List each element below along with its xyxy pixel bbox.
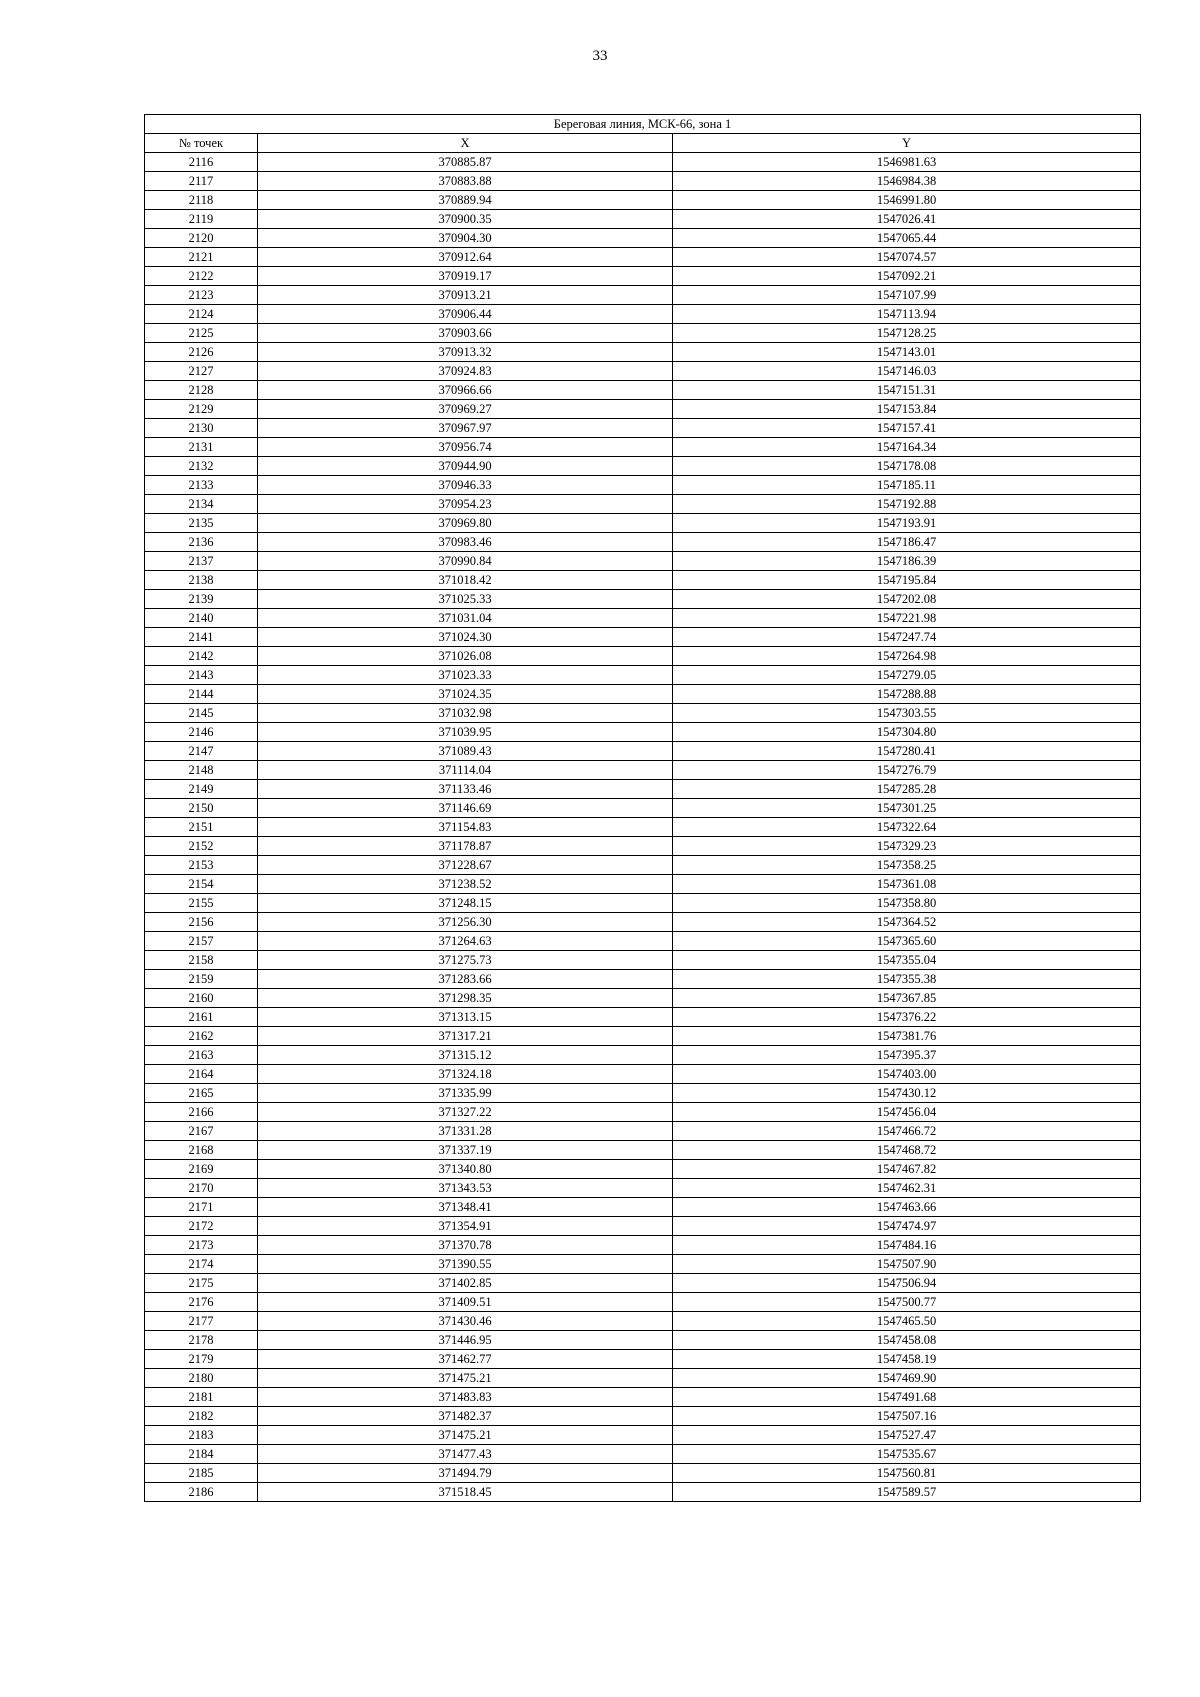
table-row [145,1198,1141,1217]
point-number-cell: 2165 [145,1084,258,1103]
y-coordinate-cell: 1547466.72 [673,1122,1141,1141]
point-number-cell: 2173 [145,1236,258,1255]
point-number-cell: 2129 [145,400,258,419]
x-coordinate-cell: 371283.66 [258,970,673,989]
table-row [145,1388,1141,1407]
table-row [145,761,1141,780]
point-number-cell: 2149 [145,780,258,799]
table-row [145,514,1141,533]
table-row [145,1464,1141,1483]
table-row [145,1255,1141,1274]
table-row [145,419,1141,438]
table-row [145,1027,1141,1046]
point-number-cell: 2170 [145,1179,258,1198]
point-number-cell: 2133 [145,476,258,495]
y-coordinate-cell: 1547474.97 [673,1217,1141,1236]
point-number-cell: 2148 [145,761,258,780]
point-number-cell: 2136 [145,533,258,552]
table-row [145,343,1141,362]
y-coordinate-cell: 1547329.23 [673,837,1141,856]
y-coordinate-cell: 1547491.68 [673,1388,1141,1407]
point-number-cell: 2166 [145,1103,258,1122]
table-row [145,1141,1141,1160]
x-coordinate-cell: 371146.69 [258,799,673,818]
table-row [145,1160,1141,1179]
point-number-cell: 2168 [145,1141,258,1160]
point-number-cell: 2126 [145,343,258,362]
y-coordinate-cell: 1547322.64 [673,818,1141,837]
point-number-cell: 2152 [145,837,258,856]
point-number-cell: 2122 [145,267,258,286]
table-row [145,1407,1141,1426]
table-row [145,1350,1141,1369]
x-coordinate-cell: 371518.45 [258,1483,673,1502]
y-coordinate-cell: 1547157.41 [673,419,1141,438]
point-number-cell: 2155 [145,894,258,913]
x-coordinate-cell: 371462.77 [258,1350,673,1369]
table-row [145,894,1141,913]
table-row [145,856,1141,875]
y-coordinate-cell: 1547535.67 [673,1445,1141,1464]
y-coordinate-cell: 1547128.25 [673,324,1141,343]
x-coordinate-cell: 370924.83 [258,362,673,381]
x-coordinate-cell: 370913.21 [258,286,673,305]
x-coordinate-cell: 371317.21 [258,1027,673,1046]
y-coordinate-cell: 1547143.01 [673,343,1141,362]
x-coordinate-cell: 370990.84 [258,552,673,571]
point-number-cell: 2183 [145,1426,258,1445]
x-coordinate-cell: 370966.66 [258,381,673,400]
table-row [145,1122,1141,1141]
point-number-cell: 2177 [145,1312,258,1331]
table-row [145,1217,1141,1236]
x-coordinate-cell: 371430.46 [258,1312,673,1331]
x-coordinate-cell: 371238.52 [258,875,673,894]
point-number-cell: 2125 [145,324,258,343]
table-row [145,495,1141,514]
x-coordinate-cell: 371032.98 [258,704,673,723]
y-coordinate-cell: 1547276.79 [673,761,1141,780]
point-number-cell: 2144 [145,685,258,704]
x-coordinate-cell: 371018.42 [258,571,673,590]
y-coordinate-cell: 1547301.25 [673,799,1141,818]
y-coordinate-cell: 1547365.60 [673,932,1141,951]
y-coordinate-cell: 1547361.08 [673,875,1141,894]
table-row [145,913,1141,932]
point-number-cell: 2135 [145,514,258,533]
x-coordinate-cell: 371446.95 [258,1331,673,1350]
y-coordinate-cell: 1547458.19 [673,1350,1141,1369]
point-number-cell: 2138 [145,571,258,590]
y-coordinate-cell: 1547462.31 [673,1179,1141,1198]
y-coordinate-cell: 1547364.52 [673,913,1141,932]
table-row [145,970,1141,989]
x-coordinate-cell: 371327.22 [258,1103,673,1122]
point-number-cell: 2156 [145,913,258,932]
point-number-cell: 2160 [145,989,258,1008]
table-title-row [145,115,1141,134]
y-coordinate-cell: 1547186.39 [673,552,1141,571]
y-coordinate-cell: 1547589.57 [673,1483,1141,1502]
y-coordinate-cell: 1547202.08 [673,590,1141,609]
x-coordinate-cell: 371154.83 [258,818,673,837]
y-coordinate-cell: 1547146.03 [673,362,1141,381]
point-number-cell: 2121 [145,248,258,267]
table-title: Береговая линия, МСК-66, зона 1 [145,115,1141,134]
y-coordinate-cell: 1547484.16 [673,1236,1141,1255]
y-coordinate-cell: 1547507.16 [673,1407,1141,1426]
table-row [145,1445,1141,1464]
table-row [145,704,1141,723]
table-row [145,476,1141,495]
table-row [145,590,1141,609]
x-coordinate-cell: 371039.95 [258,723,673,742]
table-row [145,229,1141,248]
y-coordinate-cell: 1547074.57 [673,248,1141,267]
x-coordinate-cell: 370903.66 [258,324,673,343]
x-coordinate-cell: 370967.97 [258,419,673,438]
point-number-cell: 2140 [145,609,258,628]
y-coordinate-cell: 1547430.12 [673,1084,1141,1103]
point-number-cell: 2145 [145,704,258,723]
table-row [145,248,1141,267]
y-coordinate-cell: 1546991.80 [673,191,1141,210]
y-coordinate-cell: 1547395.37 [673,1046,1141,1065]
x-coordinate-cell: 370885.87 [258,153,673,172]
x-coordinate-cell: 371133.46 [258,780,673,799]
column-header-x: X [258,134,673,153]
table-row [145,799,1141,818]
table-row [145,1008,1141,1027]
y-coordinate-cell: 1547285.28 [673,780,1141,799]
x-coordinate-cell: 371402.85 [258,1274,673,1293]
point-number-cell: 2123 [145,286,258,305]
column-header-point-number: № точек [145,134,258,153]
x-coordinate-cell: 370983.46 [258,533,673,552]
y-coordinate-cell: 1547264.98 [673,647,1141,666]
y-coordinate-cell: 1547463.66 [673,1198,1141,1217]
table-row [145,457,1141,476]
table-row [145,837,1141,856]
y-coordinate-cell: 1547092.21 [673,267,1141,286]
table-row [145,362,1141,381]
x-coordinate-cell: 371023.33 [258,666,673,685]
table-row [145,1274,1141,1293]
y-coordinate-cell: 1547185.11 [673,476,1141,495]
point-number-cell: 2181 [145,1388,258,1407]
table-row [145,685,1141,704]
y-coordinate-cell: 1547381.76 [673,1027,1141,1046]
y-coordinate-cell: 1546984.38 [673,172,1141,191]
x-coordinate-cell: 371477.43 [258,1445,673,1464]
x-coordinate-cell: 370912.64 [258,248,673,267]
x-coordinate-cell: 371331.28 [258,1122,673,1141]
table-row [145,780,1141,799]
x-coordinate-cell: 371354.91 [258,1217,673,1236]
y-coordinate-cell: 1547195.84 [673,571,1141,590]
x-coordinate-cell: 371337.19 [258,1141,673,1160]
x-coordinate-cell: 371313.15 [258,1008,673,1027]
point-number-cell: 2154 [145,875,258,894]
y-coordinate-cell: 1547355.04 [673,951,1141,970]
table-row [145,932,1141,951]
table-row [145,381,1141,400]
point-number-cell: 2167 [145,1122,258,1141]
x-coordinate-cell: 371370.78 [258,1236,673,1255]
x-coordinate-cell: 371026.08 [258,647,673,666]
point-number-cell: 2151 [145,818,258,837]
y-coordinate-cell: 1547560.81 [673,1464,1141,1483]
x-coordinate-cell: 371482.37 [258,1407,673,1426]
point-number-cell: 2157 [145,932,258,951]
y-coordinate-cell: 1547280.41 [673,742,1141,761]
y-coordinate-cell: 1547358.25 [673,856,1141,875]
table-row [145,1369,1141,1388]
y-coordinate-cell: 1547367.85 [673,989,1141,1008]
y-coordinate-cell: 1547221.98 [673,609,1141,628]
y-coordinate-cell: 1547469.90 [673,1369,1141,1388]
y-coordinate-cell: 1546981.63 [673,153,1141,172]
y-coordinate-cell: 1547355.38 [673,970,1141,989]
table-row [145,742,1141,761]
table-row [145,172,1141,191]
point-number-cell: 2139 [145,590,258,609]
table-row [145,533,1141,552]
table-row [145,723,1141,742]
y-coordinate-cell: 1547178.08 [673,457,1141,476]
x-coordinate-cell: 371298.35 [258,989,673,1008]
point-number-cell: 2132 [145,457,258,476]
point-number-cell: 2137 [145,552,258,571]
x-coordinate-cell: 371024.30 [258,628,673,647]
point-number-cell: 2142 [145,647,258,666]
x-coordinate-cell: 370900.35 [258,210,673,229]
x-coordinate-cell: 371178.87 [258,837,673,856]
x-coordinate-cell: 371390.55 [258,1255,673,1274]
table-row [145,552,1141,571]
x-coordinate-cell: 371494.79 [258,1464,673,1483]
table-row [145,666,1141,685]
x-coordinate-cell: 370883.88 [258,172,673,191]
table-row [145,286,1141,305]
y-coordinate-cell: 1547026.41 [673,210,1141,229]
table-row [145,1426,1141,1445]
y-coordinate-cell: 1547192.88 [673,495,1141,514]
point-number-cell: 2179 [145,1350,258,1369]
x-coordinate-cell: 371256.30 [258,913,673,932]
table-row [145,989,1141,1008]
y-coordinate-cell: 1547065.44 [673,229,1141,248]
point-number-cell: 2124 [145,305,258,324]
point-number-cell: 2174 [145,1255,258,1274]
x-coordinate-cell: 371024.35 [258,685,673,704]
point-number-cell: 2184 [145,1445,258,1464]
point-number-cell: 2120 [145,229,258,248]
x-coordinate-cell: 370913.32 [258,343,673,362]
table-row [145,210,1141,229]
table-row [145,1103,1141,1122]
table-row [145,267,1141,286]
point-number-cell: 2186 [145,1483,258,1502]
x-coordinate-cell: 371343.53 [258,1179,673,1198]
point-number-cell: 2147 [145,742,258,761]
y-coordinate-cell: 1547403.00 [673,1065,1141,1084]
x-coordinate-cell: 370889.94 [258,191,673,210]
x-coordinate-cell: 370969.27 [258,400,673,419]
y-coordinate-cell: 1547507.90 [673,1255,1141,1274]
table-row [145,438,1141,457]
coordinates-table [144,114,1141,1502]
point-number-cell: 2164 [145,1065,258,1084]
point-number-cell: 2163 [145,1046,258,1065]
x-coordinate-cell: 371315.12 [258,1046,673,1065]
table-row [145,1312,1141,1331]
table-row [145,875,1141,894]
table-row [145,647,1141,666]
point-number-cell: 2146 [145,723,258,742]
table-row [145,1293,1141,1312]
table-row [145,609,1141,628]
x-coordinate-cell: 370969.80 [258,514,673,533]
y-coordinate-cell: 1547376.22 [673,1008,1141,1027]
y-coordinate-cell: 1547467.82 [673,1160,1141,1179]
y-coordinate-cell: 1547193.91 [673,514,1141,533]
y-coordinate-cell: 1547186.47 [673,533,1141,552]
x-coordinate-cell: 371324.18 [258,1065,673,1084]
table-row [145,153,1141,172]
table-row [145,628,1141,647]
x-coordinate-cell: 371409.51 [258,1293,673,1312]
table-row [145,1331,1141,1350]
point-number-cell: 2169 [145,1160,258,1179]
table-row [145,571,1141,590]
y-coordinate-cell: 1547151.31 [673,381,1141,400]
x-coordinate-cell: 371114.04 [258,761,673,780]
point-number-cell: 2119 [145,210,258,229]
x-coordinate-cell: 370956.74 [258,438,673,457]
page-number: 33 [592,48,608,64]
table-header-row [145,134,1141,153]
table-row [145,191,1141,210]
y-coordinate-cell: 1547465.50 [673,1312,1141,1331]
y-coordinate-cell: 1547527.47 [673,1426,1141,1445]
x-coordinate-cell: 370944.90 [258,457,673,476]
table-row [145,1046,1141,1065]
x-coordinate-cell: 371275.73 [258,951,673,970]
y-coordinate-cell: 1547247.74 [673,628,1141,647]
point-number-cell: 2141 [145,628,258,647]
x-coordinate-cell: 371228.67 [258,856,673,875]
point-number-cell: 2158 [145,951,258,970]
point-number-cell: 2180 [145,1369,258,1388]
table-row [145,951,1141,970]
point-number-cell: 2116 [145,153,258,172]
x-coordinate-cell: 371483.83 [258,1388,673,1407]
x-coordinate-cell: 370954.23 [258,495,673,514]
point-number-cell: 2127 [145,362,258,381]
y-coordinate-cell: 1547303.55 [673,704,1141,723]
x-coordinate-cell: 371089.43 [258,742,673,761]
x-coordinate-cell: 371031.04 [258,609,673,628]
point-number-cell: 2185 [145,1464,258,1483]
point-number-cell: 2143 [145,666,258,685]
table-row [145,818,1141,837]
point-number-cell: 2182 [145,1407,258,1426]
point-number-cell: 2131 [145,438,258,457]
x-coordinate-cell: 370904.30 [258,229,673,248]
x-coordinate-cell: 371475.21 [258,1369,673,1388]
x-coordinate-cell: 370906.44 [258,305,673,324]
table-row [145,305,1141,324]
y-coordinate-cell: 1547358.80 [673,894,1141,913]
point-number-cell: 2175 [145,1274,258,1293]
x-coordinate-cell: 371264.63 [258,932,673,951]
y-coordinate-cell: 1547279.05 [673,666,1141,685]
y-coordinate-cell: 1547506.94 [673,1274,1141,1293]
point-number-cell: 2171 [145,1198,258,1217]
point-number-cell: 2117 [145,172,258,191]
y-coordinate-cell: 1547153.84 [673,400,1141,419]
table-row [145,324,1141,343]
point-number-cell: 2134 [145,495,258,514]
point-number-cell: 2176 [145,1293,258,1312]
table-row [145,1236,1141,1255]
column-header-y: Y [673,134,1141,153]
y-coordinate-cell: 1547458.08 [673,1331,1141,1350]
y-coordinate-cell: 1547500.77 [673,1293,1141,1312]
x-coordinate-cell: 371335.99 [258,1084,673,1103]
table-row [145,1483,1141,1502]
x-coordinate-cell: 370919.17 [258,267,673,286]
point-number-cell: 2172 [145,1217,258,1236]
x-coordinate-cell: 371340.80 [258,1160,673,1179]
x-coordinate-cell: 371348.41 [258,1198,673,1217]
y-coordinate-cell: 1547107.99 [673,286,1141,305]
y-coordinate-cell: 1547113.94 [673,305,1141,324]
table-row [145,1084,1141,1103]
point-number-cell: 2162 [145,1027,258,1046]
table-body [145,153,1141,1502]
table-row [145,1065,1141,1084]
y-coordinate-cell: 1547304.80 [673,723,1141,742]
y-coordinate-cell: 1547468.72 [673,1141,1141,1160]
x-coordinate-cell: 371248.15 [258,894,673,913]
point-number-cell: 2161 [145,1008,258,1027]
y-coordinate-cell: 1547456.04 [673,1103,1141,1122]
table-row [145,400,1141,419]
point-number-cell: 2153 [145,856,258,875]
point-number-cell: 2150 [145,799,258,818]
x-coordinate-cell: 371475.21 [258,1426,673,1445]
point-number-cell: 2159 [145,970,258,989]
x-coordinate-cell: 371025.33 [258,590,673,609]
y-coordinate-cell: 1547288.88 [673,685,1141,704]
point-number-cell: 2178 [145,1331,258,1350]
x-coordinate-cell: 370946.33 [258,476,673,495]
table-row [145,1179,1141,1198]
point-number-cell: 2130 [145,419,258,438]
y-coordinate-cell: 1547164.34 [673,438,1141,457]
point-number-cell: 2128 [145,381,258,400]
point-number-cell: 2118 [145,191,258,210]
